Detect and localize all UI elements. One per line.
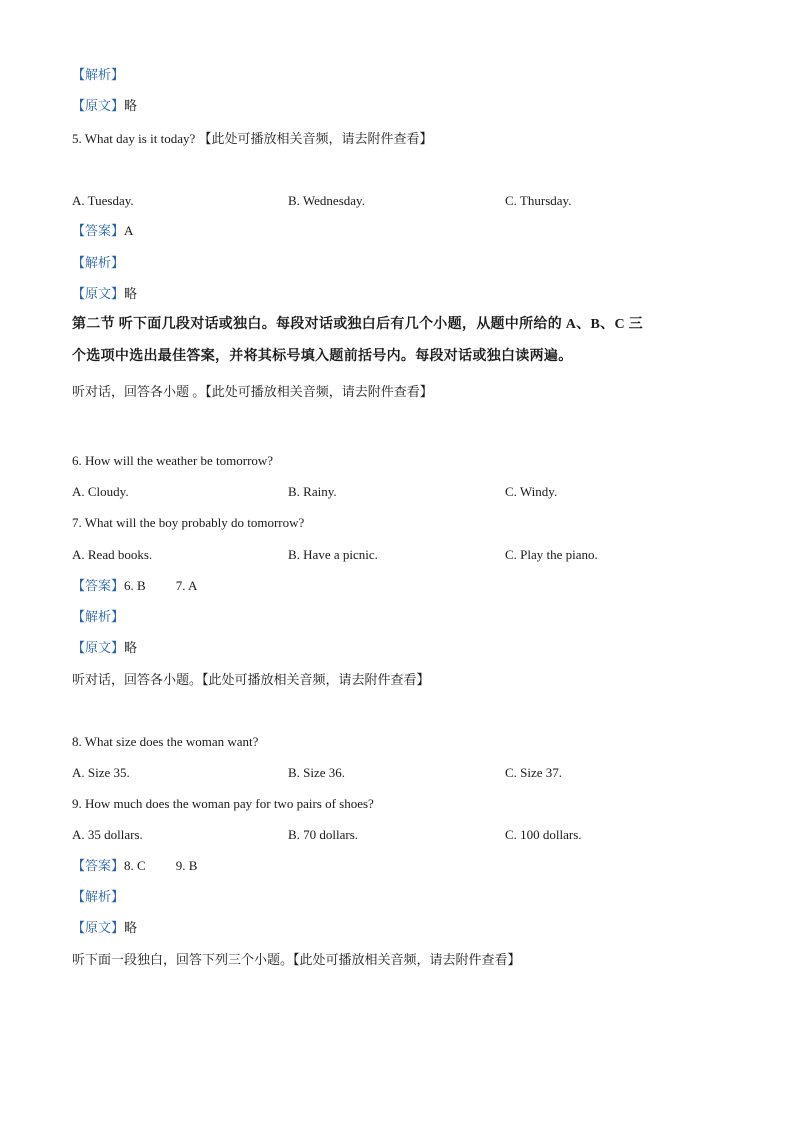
original-text-line <box>72 97 137 115</box>
q8-option-a: A. Size 35. <box>72 765 130 780</box>
answer-label: 【答案】 <box>72 858 125 873</box>
q8-answer: 8. C <box>124 858 146 873</box>
q7-answer: 7. A <box>175 578 198 593</box>
q9-option-b: B. 70 dollars. <box>288 827 359 842</box>
monologue-intro: 听下面一段独白，回答下列三个小题。【此处可播放相关音频，请去附件查看】 <box>72 952 521 967</box>
q5-option-a: A. Tuesday. <box>72 193 134 208</box>
q7-option-b: B. Have a picnic. <box>288 547 378 562</box>
original-text-line <box>72 639 137 657</box>
omitted-text: 略 <box>124 98 138 113</box>
omitted-text: 略 <box>124 640 138 655</box>
dialog2-answer-line <box>72 857 197 875</box>
analysis-label: 【解析】 <box>72 609 125 624</box>
q8-option-c: C. Size 37. <box>505 765 563 780</box>
original-text-line <box>72 919 137 937</box>
q9-option-a: A. 35 dollars. <box>72 827 143 842</box>
q5-option-c: C. Thursday. <box>505 193 572 208</box>
omitted-text: 略 <box>124 286 138 301</box>
q6-option-a: A. Cloudy. <box>72 484 129 499</box>
analysis-label: 【解析】 <box>72 889 125 904</box>
section2-instruction-line1: 第二节 听下面几段对话或独白。每段对话或独白后有几个小题，从题中所给的 A、B、C 三 <box>72 317 643 332</box>
original-label: 【原文】 <box>72 920 125 935</box>
omitted-text: 略 <box>124 920 138 935</box>
q9-answer: 9. B <box>175 858 198 873</box>
q9-option-c: C. 100 dollars. <box>505 827 582 842</box>
dialog1-answer-line <box>72 577 197 595</box>
dialog1-intro: 听对话，回答各小题 。【此处可播放相关音频，请去附件查看】 <box>72 384 433 399</box>
question-5: 5. What day is it today? 【此处可播放相关音频，请去附件查看】 <box>72 131 433 146</box>
analysis-label: 【解析】 <box>72 255 125 270</box>
q7-option-c: C. Play the piano. <box>505 547 598 562</box>
analysis-label: 【解析】 <box>72 67 125 82</box>
original-label: 【原文】 <box>72 640 125 655</box>
question-7: 7. What will the boy probably do tomorrow? <box>72 515 305 530</box>
q7-option-a: A. Read books. <box>72 547 153 562</box>
original-label: 【原文】 <box>72 286 125 301</box>
q5-answer-line <box>72 222 133 240</box>
answer-label: 【答案】 <box>72 223 125 238</box>
question-9: 9. How much does the woman pay for two pairs of shoes? <box>72 796 374 811</box>
question-8: 8. What size does the woman want? <box>72 734 259 749</box>
q6-option-b: B. Rainy. <box>288 484 337 499</box>
dialog2-intro: 听对话，回答各小题。【此处可播放相关音频，请去附件查看】 <box>72 672 430 687</box>
q5-option-b: B. Wednesday. <box>288 193 365 208</box>
answer-label: 【答案】 <box>72 578 125 593</box>
q5-answer: A <box>124 223 134 238</box>
question-6: 6. How will the weather be tomorrow? <box>72 453 274 468</box>
q6-option-c: C. Windy. <box>505 484 558 499</box>
q6-answer: 6. B <box>124 578 146 593</box>
section2-instruction-line2: 个选项中选出最佳答案，并将其标号填入题前括号内。每段对话或独白读两遍。 <box>72 349 573 364</box>
q8-option-b: B. Size 36. <box>288 765 346 780</box>
original-label: 【原文】 <box>72 98 125 113</box>
original-text-line <box>72 285 137 303</box>
